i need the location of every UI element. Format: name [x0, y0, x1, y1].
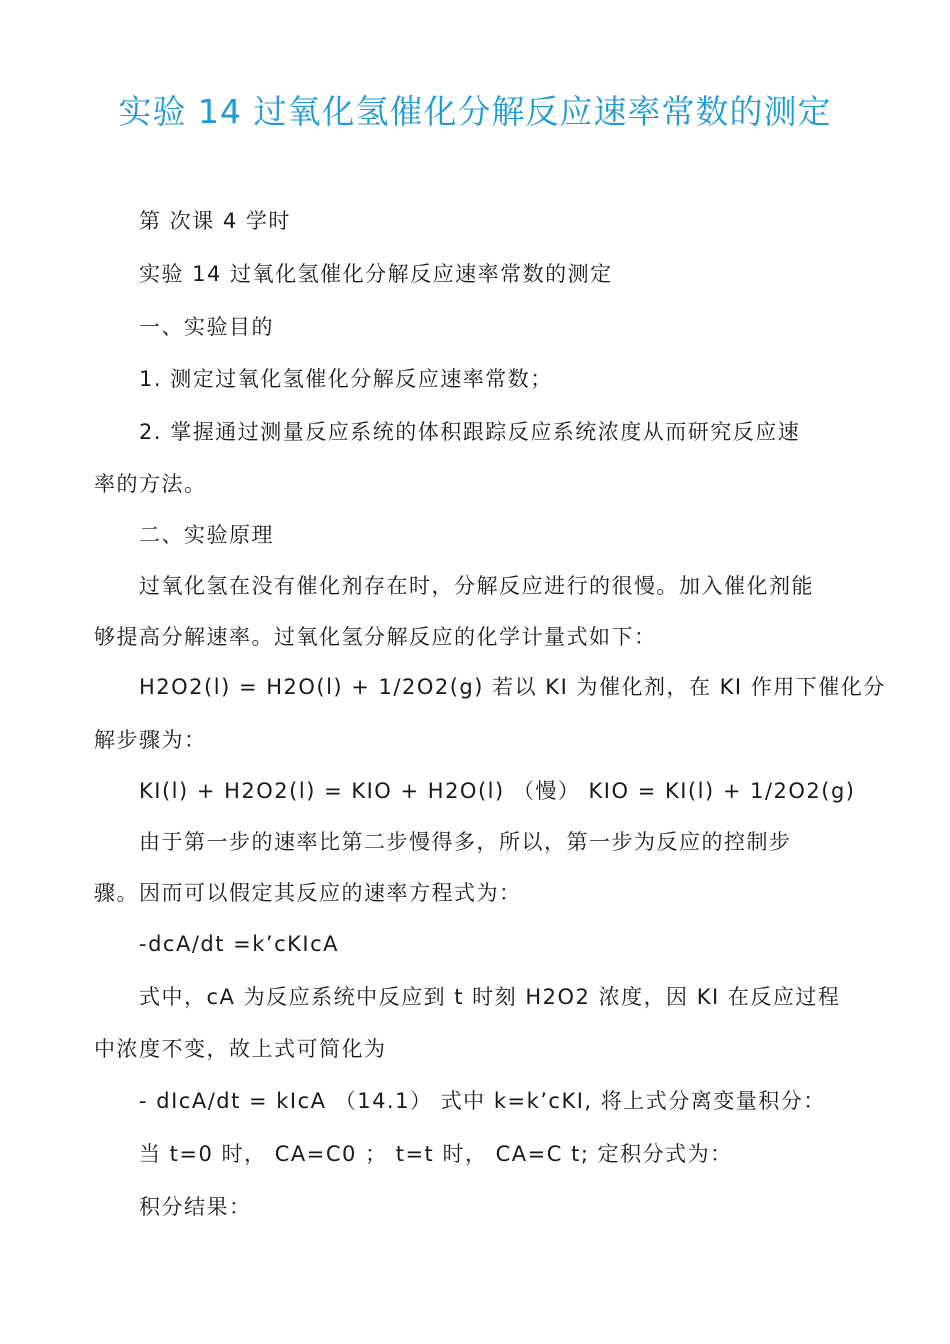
simplified-rate-equation: - dIcA/dt = kIcA （14.1） 式中 k=k’cKI, 将上式分离变量积分：: [139, 1089, 826, 1113]
rate-control-line-2: 骤。因而可以假定其反应的速率方程式为：: [94, 881, 522, 905]
integration-result-label: 积分结果：: [139, 1195, 252, 1219]
section-heading-objectives: 一、实验目的: [139, 315, 274, 339]
rate-control-line-1: 由于第一步的速率比第二步慢得多，所以，第一步为反应的控制步: [139, 830, 792, 854]
catalysis-steps-equation: KI(l) + H2O2(l) = KIO + H2O(l) （慢） KIO = KI(l) + 1/2O2(g): [139, 779, 856, 803]
rate-equation: -dcA/dt =k’cKIcA: [139, 932, 339, 956]
objective-2-line-1: 2. 掌握通过测量反应系统的体积跟踪反应系统浓度从而研究反应速: [139, 420, 801, 444]
explanation-line-2: 中浓度不变，故上式可简化为: [94, 1037, 387, 1061]
reaction-equation-line-2: 解步骤为：: [94, 728, 207, 752]
experiment-heading: 实验 14 过氧化氢催化分解反应速率常数的测定: [139, 262, 613, 286]
lesson-hours-line: 第 次课 4 学时: [139, 209, 291, 233]
principle-paragraph-1-line-1: 过氧化氢在没有催化剂存在时，分解反应进行的很慢。加入催化剂能: [139, 574, 814, 598]
objective-1: 1. 测定过氧化氢催化分解反应速率常数；: [139, 367, 553, 391]
section-heading-principle: 二、实验原理: [139, 523, 274, 547]
reaction-equation-line-1: H2O2(l) = H2O(l) + 1/2O2(g) 若以 KI 为催化剂，在 KI 作用下催化分: [139, 675, 886, 699]
integration-limits: 当 t=0 时， CA=C0 ； t=t 时， CA=C t; 定积分式为：: [139, 1142, 733, 1166]
principle-paragraph-1-line-2: 够提高分解速率。过氧化氢分解反应的化学计量式如下：: [94, 625, 657, 649]
document-title: 实验 14 过氧化氢催化分解反应速率常数的测定: [118, 92, 832, 131]
objective-2-line-2: 率的方法。: [94, 472, 207, 496]
explanation-line-1: 式中，cA 为反应系统中反应到 t 时刻 H2O2 浓度，因 KI 在反应过程: [139, 985, 841, 1009]
